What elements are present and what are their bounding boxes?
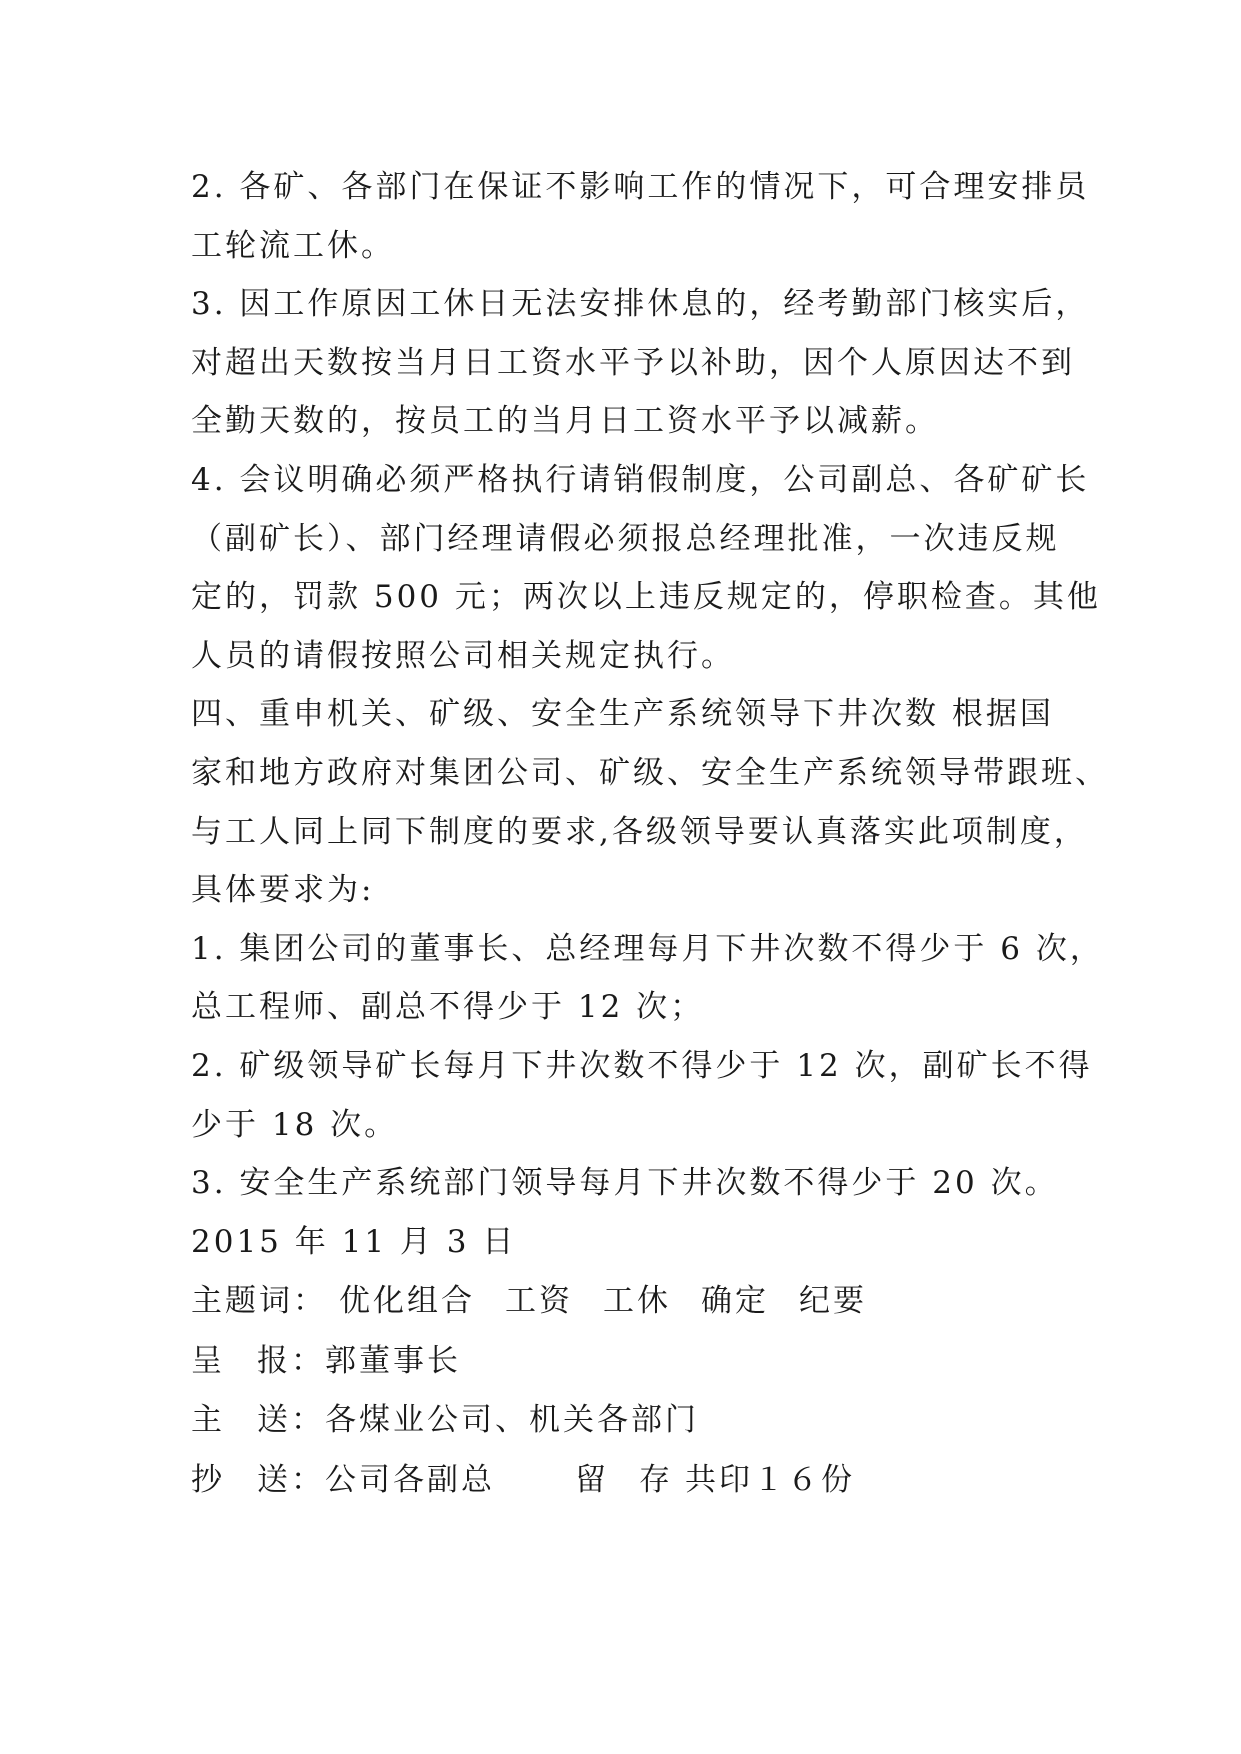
body-line: 1. 集团公司的董事长、总经理每月下井次数不得少于 6 次，	[191, 930, 1104, 967]
keyword: 工资	[505, 1283, 573, 1320]
document-date: 2015 年 11 月 3 日	[191, 1223, 517, 1260]
body-line: 工轮流工休。	[191, 227, 395, 264]
body-line: 与工人同上同下制度的要求,各级领导要认真落实此项制度，	[191, 813, 1088, 850]
body-line: 3. 因工作原因工休日无法安排休息的，经考勤部门核实后，	[191, 286, 1090, 323]
report-label-char: 呈	[191, 1342, 225, 1379]
body-line: 家和地方政府对集团公司、矿级、安全生产系统领导带跟班、	[191, 754, 1109, 791]
copy-to-line	[191, 1451, 1091, 1511]
subject-keywords-line	[191, 1272, 1091, 1332]
document-body	[191, 158, 1109, 1511]
body-line: 少于 18 次。	[191, 1106, 399, 1143]
copy-recipients: 公司各副总	[325, 1462, 495, 1499]
keyword: 优化组合	[339, 1283, 475, 1320]
send-label-char: 主	[191, 1402, 225, 1439]
copy-label-suffix: 送：	[257, 1462, 325, 1499]
body-line: 2. 各矿、各部门在保证不影响工作的情况下，可合理安排员	[191, 169, 1090, 205]
body-line: 定的，罚款 500 元；两次以上违反规定的，停职检查。其他	[191, 579, 1101, 616]
archive-label-char: 留	[575, 1462, 609, 1499]
report-label-suffix: 报：	[257, 1342, 325, 1379]
print-count: 共印１６份	[685, 1462, 855, 1499]
body-line: 人员的请假按照公司相关规定执行。	[191, 637, 735, 674]
body-line: 4. 会议明确必须严格执行请销假制度，公司副总、各矿矿长	[191, 461, 1090, 498]
body-line: 3. 安全生产系统部门领导每月下井次数不得少于 20 次。	[191, 1165, 1059, 1202]
report-to-line	[191, 1332, 1091, 1392]
keyword: 确定	[701, 1283, 769, 1320]
body-line: 具体要求为:	[191, 872, 375, 909]
body-line: 总工程师、副总不得少于 12 次；	[191, 989, 705, 1026]
copy-label-char: 抄	[191, 1462, 225, 1499]
subject-label: 主题词：	[191, 1283, 327, 1320]
body-line: 2. 矿级领导矿长每月下井次数不得少于 12 次，副矿长不得	[191, 1047, 1093, 1084]
send-label-suffix: 送：	[257, 1402, 325, 1439]
body-line: 全勤天数的，按员工的当月日工资水平予以减薪。	[191, 403, 939, 440]
body-line: 四、重申机关、矿级、安全生产系统领导下井次数 根据国	[191, 696, 1054, 733]
body-line: （副矿长）、部门经理请假必须报总经理批准，一次违反规	[191, 520, 1060, 557]
keyword: 工休	[603, 1283, 671, 1320]
body-line: 对超出天数按当月日工资水平予以补助，因个人原因达不到	[191, 344, 1075, 381]
keyword: 纪要	[799, 1283, 867, 1320]
archive-label-char: 存	[639, 1462, 673, 1499]
send-recipients: 各煤业公司、机关各部门	[325, 1402, 699, 1439]
send-to-line	[191, 1391, 1091, 1451]
report-recipient: 郭董事长	[325, 1342, 461, 1379]
